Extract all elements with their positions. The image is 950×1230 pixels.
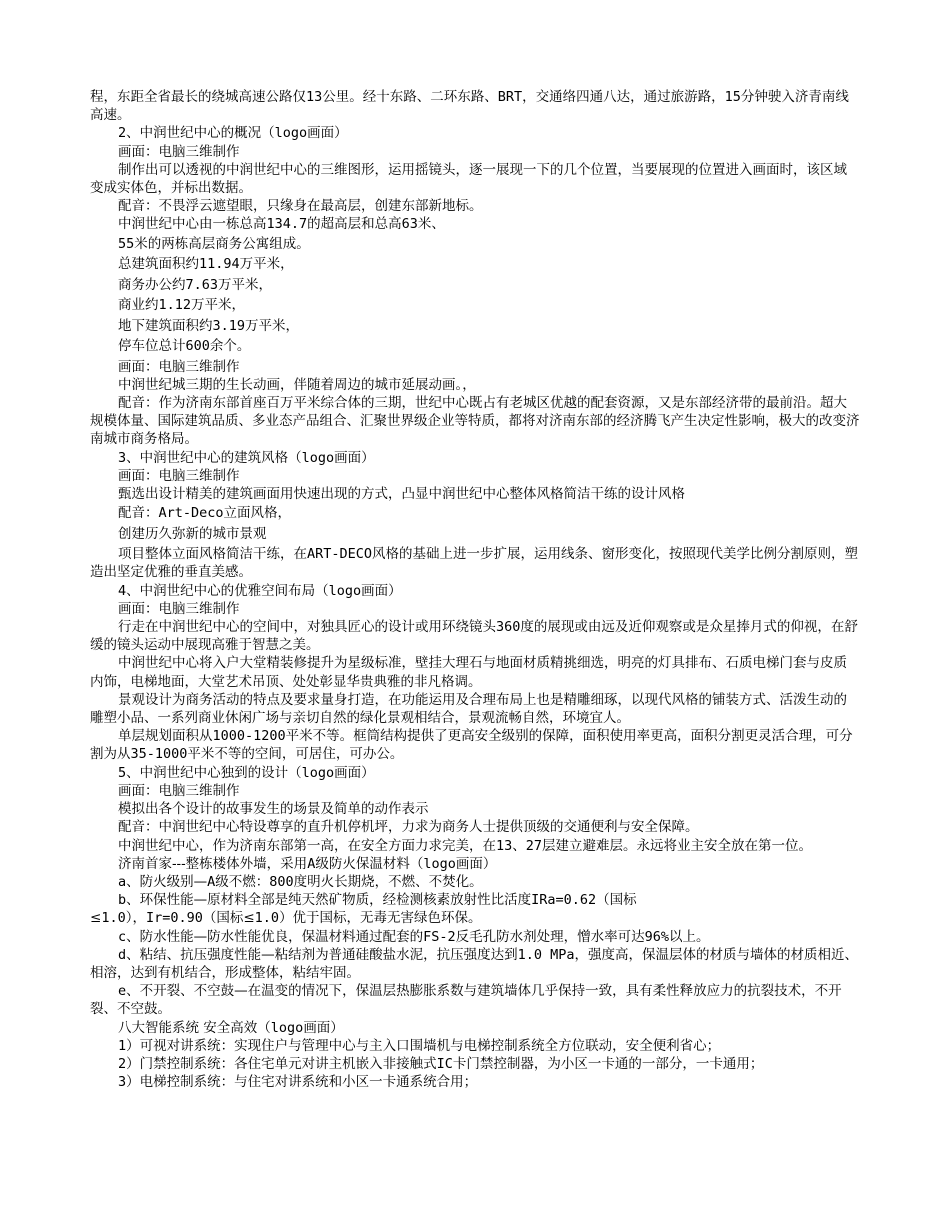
paragraph: a、防火级别—A级不燃：800度明火长期烧，不燃、不焚化。 <box>118 873 483 890</box>
paragraph: 程，东距全省最长的绕城高速公路仅13公里。经十东路、二环东路、BRT，交通络四通八达，通过旅游路，15分钟驶入济青南线高速。 <box>90 89 849 124</box>
paragraph: 画面：电脑三维制作 <box>118 467 240 484</box>
paragraph: 中润世纪中心将入户大堂精装修提升为星级标准，壁挂大理石与地面材质精挑细选，明亮的灯具排布、石质电梯门套与皮质内饰，电梯地面，大堂艺术吊顶、处处彰显华贵典雅的非凡格调。 <box>90 655 847 690</box>
paragraph: 4、中润世纪中心的优雅空间布局（logo画面） <box>118 582 402 599</box>
paragraph: 模拟出各个设计的故事发生的场景及简单的动作表示 <box>118 801 429 818</box>
paragraph: 配音：不畏浮云遮望眼，只缘身在最高层，创建东部新地标。 <box>118 198 483 215</box>
paragraph: 配音：作为济南东部首座百万平米综合体的三期，世纪中心既占有老城区优越的配套资源，又是东部经济带的最前沿。超大规模体量、国际建筑品质、多业态产品组合、汇聚世界级企业等特质，都将对济南东部的经济腾飞产生决定性影响，极大的改变济南城市商务格局。 <box>90 395 860 448</box>
paragraph: 3）电梯控制系统：与住宅对讲系统和小区一卡通系统合用； <box>118 1074 478 1091</box>
paragraph: c、防水性能—防水性能优良，保温材料通过配套的FS-2反毛孔防水剂处理，憎水率可达96%以上。 <box>118 928 710 945</box>
paragraph: 制作出可以透视的中润世纪中心的三维图形，运用摇镜头，逐一展现一下的几个位置，当要展现的位置进入画面时，该区域变成实体色，并标出数据。 <box>90 161 847 197</box>
paragraph: 2）门禁控制系统：各住宅单元对讲主机嵌入非接触式IC卡门禁控制器，为小区一卡通的一部分，一卡通用； <box>118 1055 764 1072</box>
paragraph: 画面：电脑三维制作 <box>118 143 240 160</box>
paragraph: 总建筑面积约11.94万平米， <box>118 256 294 273</box>
paragraph: 配音：中润世纪中心特设尊享的直升机停机坪，力求为商务人士提供顶级的交通便利与安全保障。 <box>118 819 699 836</box>
paragraph: 商业约1.12万平米， <box>118 297 246 314</box>
paragraph: 画面：电脑三维制作 <box>118 358 240 375</box>
paragraph: 配音：Art-Deco立面风格， <box>118 505 292 522</box>
paragraph: 1）可视对讲系统：实现住户与管理中心与主入口围墙机与电梯控制系统全方位联动，安全便利省心； <box>118 1037 721 1054</box>
paragraph: 商务办公约7.63万平米， <box>118 276 273 293</box>
paragraph: d、粘结、抗压强度性能—粘结剂为普通硅酸盐水泥，抗压强度达到1.0 MPa，强度高，保温层体的材质与墙体的材质相近、相溶，达到有机结合，形成整体，粘结牢固。 <box>90 946 859 981</box>
paragraph: 3、中润世纪中心的建筑风格（logo画面） <box>118 449 375 466</box>
paragraph: 画面：电脑三维制作 <box>118 782 240 799</box>
paragraph: 甄选出设计精美的建筑画面用快速出现的方式，凸显中润世纪中心整体风格简洁干练的设计风格 <box>118 486 685 503</box>
paragraph: 停车位总计600余个。 <box>118 338 251 355</box>
paragraph: 中润世纪城三期的生长动画，伴随着周边的城市延展动画。， <box>118 376 476 393</box>
paragraph: 景观设计为商务活动的特点及要求量身打造，在功能运用及合理布局上也是精雕细琢，以现代风格的铺装方式、活泼生动的雕塑小品、一系列商业休闲广场与亲切自然的绿化景观相结合，景观流畅自然，环境宜人。 <box>90 691 847 727</box>
paragraph: 5、中润世纪中心独到的设计（logo画面） <box>118 764 375 781</box>
paragraph: e、不开裂、不空鼓—在温变的情况下，保温层热膨胀系数与建筑墙体几乎保持一致，具有柔性释放应力的抗裂技术，不开裂、不空鼓。 <box>90 983 842 1018</box>
paragraph: 中润世纪中心由一栋总高134.7的超高层和总高63米、 <box>118 216 445 233</box>
paragraph: 项目整体立面风格简洁干练，在ART-DECO风格的基础上进一步扩展，运用线条、窗形变化，按照现代美学比例分割原则，塑造出坚定优雅的垂直美感。 <box>90 546 859 581</box>
paragraph: 八大智能系统 安全高效（logo画面） <box>118 1019 344 1036</box>
paragraph: 济南首家---整栋楼体外墙，采用A级防火保温材料（logo画面） <box>118 855 497 872</box>
paragraph: 画面：电脑三维制作 <box>118 600 240 617</box>
paragraph: 地下建筑面积约3.19万平米， <box>118 317 300 334</box>
paragraph: 55米的两栋高层商务公寓组成。 <box>118 235 310 252</box>
paragraph: 中润世纪中心，作为济南东部第一高，在安全方面力求完美，在13、27层建立避难层。永远将业主安全放在第一位。 <box>118 837 813 854</box>
paragraph: b、环保性能—原材料全部是纯天然矿物质，经检测核素放射性比活度IRa=0.62（国标 <box>118 892 637 909</box>
paragraph: 行走在中润世纪中心的空间中，对独具匠心的设计或用环绕镜头360度的展现或由远及近仰观察或是众星捧月式的仰视，在舒缓的镜头运动中展现高雅于智慧之美。 <box>90 619 858 654</box>
paragraph: 2、中润世纪中心的概况（logo画面） <box>118 125 348 142</box>
paragraph: 单层规划面积从1000-1200平米不等。框筒结构提供了更高安全级别的保障，面积使用率更高，面积分割更灵活合理，可分割为从35-1000平米不等的空间，可居住，可办公。 <box>90 728 853 763</box>
paragraph: 创建历久弥新的城市景观 <box>118 525 267 542</box>
paragraph: ≤1.0），Ir=0.90（国标≤1.0）优于国标，无毒无害绿色环保。 <box>90 910 482 927</box>
